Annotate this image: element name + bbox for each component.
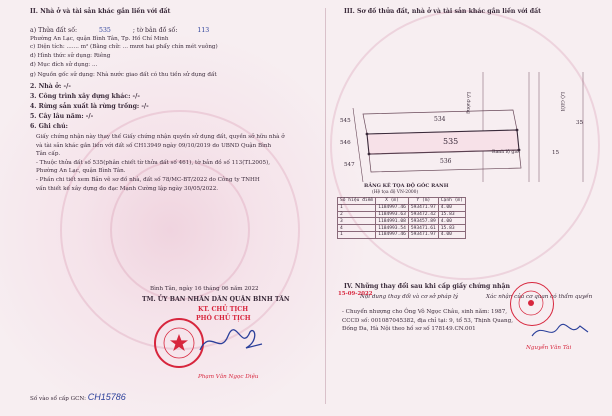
notes-line: vấn thiết kế xây dựng đo đạc Mạnh Cường lập ngày 30/05/2022. [36, 185, 219, 192]
coord-cell: 4 [338, 225, 376, 232]
coord-cell: 593471.97 [408, 231, 438, 238]
coord-subtitle: (Hệ tọa độ VN-2000) [372, 190, 419, 195]
map-sheet-label: ; tờ bản đồ số: [132, 27, 178, 34]
notes-line: - Thuộc thửa đất số 535(phân chiết từ thửa đất số 461), tờ bản đồ số 113(TL2005), [36, 159, 271, 166]
coord-header-row [338, 198, 466, 205]
plot-west-label-2: 546 [340, 140, 351, 146]
changes-date-stamp: 15-09-2022 [338, 291, 373, 297]
coord-cell: 4.00 [438, 231, 465, 238]
notes-body [36, 133, 285, 193]
address-line: Phường An Lạc, quận Bình Tân, Tp. Hồ Chí Minh [30, 36, 169, 42]
coord-header-x: X (m) [376, 198, 409, 205]
notes-line: - Phần chi tiết xem Bản vẽ sơ đồ nhà, đất số 78/MC-BT/2022 do Công ty TNHH [36, 176, 260, 183]
forest-line: 4. Rừng sản xuất là rừng trồng: -/- [30, 103, 149, 110]
parcel-number-label: a) Thửa đất số: [30, 27, 78, 34]
plot-east-label-2: 35 [576, 120, 584, 126]
plot-south-label: 536 [440, 158, 452, 165]
notes-line: Tân cấp. [36, 151, 61, 158]
plot-west-label-3: 547 [344, 162, 355, 168]
signer-name: Phạm Văn Ngọc Diệu [198, 374, 259, 380]
changes-line: Đống Đa, Hà Nội theo hồ sơ số 178149.CN.001 [342, 326, 476, 333]
plot-setback: Ranh lộ giới [492, 150, 521, 155]
map-sheet-number: 113 [197, 27, 210, 34]
table-row [338, 204, 466, 211]
changes-body [342, 308, 513, 334]
coord-header-edge: Cạnh (m) [438, 198, 465, 205]
house-line: 2. Nhà ở: -/- [30, 83, 71, 90]
coord-cell: 1 [338, 204, 376, 211]
coord-cell: 1184991.08 [376, 218, 409, 225]
coord-cell: 4.00 [438, 218, 465, 225]
section-heading-right: III. Sơ đồ thửa đất, nhà ở và tài sản khác gắn liền với đất [344, 8, 542, 15]
issuing-authority: TM. ỦY BAN NHÂN DÂN QUẬN BÌNH TÂN [142, 296, 290, 303]
coord-cell: 593471.97 [408, 204, 438, 211]
usage-line: d) Hình thức sử dụng: Riêng [30, 53, 111, 59]
section-heading-left: II. Nhà ở và tài sản khác gắn liền với đất [30, 8, 171, 15]
plot-east-label-1: 15 [552, 150, 560, 156]
table-row [338, 231, 466, 238]
table-row [338, 211, 466, 218]
table-row [338, 225, 466, 232]
coord-table [337, 197, 466, 239]
coord-cell: 593472.42 [408, 211, 438, 218]
coord-cell: 3 [338, 218, 376, 225]
changes-col-content: Nội dung thay đổi và cơ sở pháp lý [360, 294, 459, 300]
kt-chairman: KT. CHỦ TỊCH [198, 306, 249, 313]
notes-line: Phường An Lạc, quận Bình Tân. [36, 168, 126, 175]
changes-line: CCCD số: 001087045382, địa chỉ tại: 9, tổ 53, Thịnh Quang, [342, 317, 513, 324]
changes-heading: IV. Những thay đổi sau khi cấp giấy chứng nhận [344, 283, 511, 290]
plot-north-label: 534 [434, 116, 446, 123]
area-line: c) Diện tích: ....... m² (Bằng chữ: ... mươi hai phẩy chín mét vuông) [30, 44, 218, 50]
parcel-number: 535 [99, 27, 111, 34]
coord-header-y: Y (m) [408, 198, 438, 205]
plot-parcel-label: 535 [443, 137, 459, 146]
plot-west-label-1: 545 [340, 118, 351, 124]
plot-road-left: Lô đường [465, 92, 470, 114]
perennial-line: 5. Cây lâu năm: -/- [30, 113, 94, 120]
parcel-line [30, 27, 209, 34]
issue-date: Bình Tân, ngày 16 tháng 06 năm 2022 [150, 286, 259, 292]
construction-line: 3. Công trình xây dựng khác: -/- [30, 93, 140, 100]
plot-road-right: LỘ GIỚI [559, 92, 564, 112]
changes-signer: Nguyễn Văn Tài [526, 345, 572, 351]
registry-value: CH15786 [87, 392, 126, 402]
coord-cell: 2 [338, 211, 376, 218]
coord-cell: 1184993.54 [376, 225, 409, 232]
coord-cell: 593471.61 [408, 225, 438, 232]
coord-cell: 15.83 [438, 225, 465, 232]
purpose-line: đ) Mục đích sử dụng: ... [30, 62, 98, 68]
coord-cell: 1184997.46 [376, 231, 409, 238]
coord-cell: 1184997.46 [376, 204, 409, 211]
registry-number [30, 392, 126, 402]
coord-title: BẢNG KÊ TỌA ĐỘ GÓC RANH [364, 183, 449, 189]
page-divider [325, 8, 326, 404]
table-row [338, 218, 466, 225]
coord-cell: 15.83 [438, 211, 465, 218]
coord-cell: 4.00 [438, 204, 465, 211]
coord-cell: 1 [338, 231, 376, 238]
notes-line: và tài sản khác gắn liền với đất số CH13949 ngày 09/10/2019 do UBND Quận Bình [36, 142, 272, 149]
signature-right [530, 318, 590, 344]
coord-cell: 1184993.63 [376, 211, 409, 218]
notes-heading: 6. Ghi chú: [30, 123, 68, 130]
registry-label: Số vào sổ cấp GCN: [30, 396, 86, 402]
vice-chairman: PHÓ CHỦ TỊCH [196, 315, 251, 322]
coord-header-point: Số hiệu điểm [338, 198, 376, 205]
changes-col-confirm: Xác nhận của cơ quan có thẩm quyền [486, 294, 593, 300]
notes-line: Giấy chứng nhận này thay thế Giấy chứng nhận quyền sử dụng đất, quyền sở hữu nhà ở [36, 134, 285, 140]
signature-left [196, 322, 266, 362]
changes-line: - Chuyển nhượng cho Ông Võ Ngọc Châu, sinh năm: 1987, [342, 309, 508, 315]
coord-cell: 593457.89 [408, 218, 438, 225]
origin-line: g) Nguồn gốc sử dụng: Nhà nước giao đất có thu tiền sử dụng đất [30, 72, 217, 78]
